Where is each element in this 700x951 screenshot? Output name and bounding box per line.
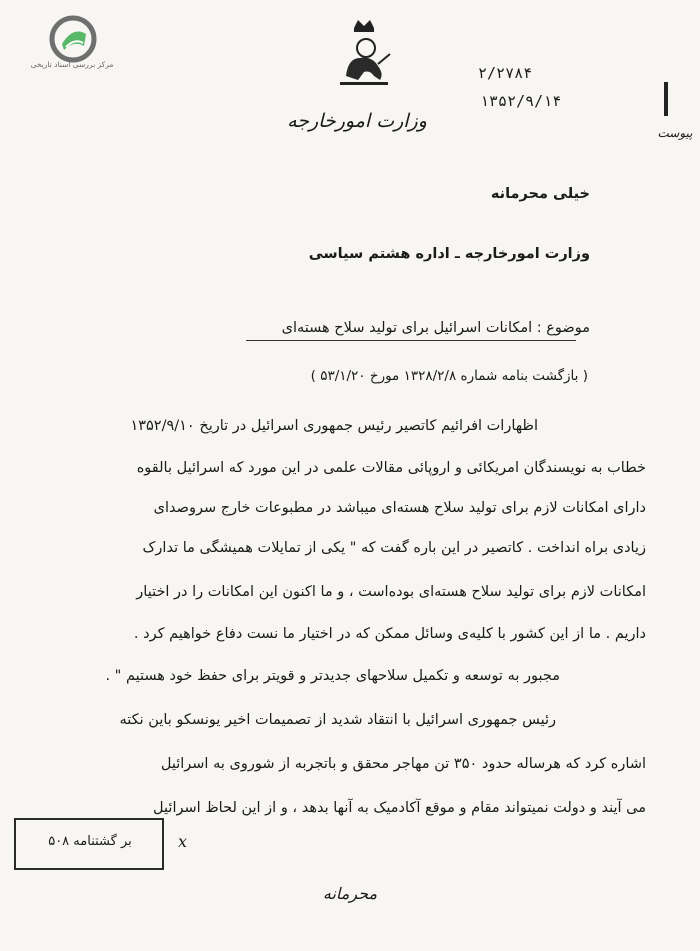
body-line: دارای امکانات لازم برای تولید سلاح هسته‌ای میباشد در مطبوعات خارج سروصدای	[153, 500, 646, 516]
body-line: زیادی براه انداخت . کاتصیر در این باره گفت که " یکی از تمایلات همیشگی ما تدارک	[142, 540, 646, 556]
footer-classification: محرمانه	[322, 884, 378, 903]
reference-line: ( بازگشت بنامه شماره ۱۳۲۸/۲/۸ مورخ ۵۳/۱/۲۰ )	[310, 368, 588, 384]
body-line: اشاره کرد که هرساله حدود ۳۵۰ تن مهاجر محقق و باتجربه از شوروی به اسرائیل	[160, 756, 646, 772]
ministry-letterhead: وزارت امورخارجه	[287, 110, 427, 132]
margin-bar	[664, 82, 668, 116]
archive-logo-text: مرکز بررسی اسناد تاریخی	[30, 60, 114, 69]
lion-and-sun-emblem-icon	[334, 18, 394, 92]
stamp-text: بر گشتنامه ۵۰۸	[48, 834, 132, 849]
classification-label: خیلی محرمانه	[490, 186, 590, 202]
side-mark: x	[178, 832, 188, 851]
body-line: رئیس جمهوری اسرائیل با انتقاد شدید از تصمیمات اخیر یونسکو باین نکته	[119, 712, 556, 728]
subject-line: موضوع : امکانات اسرائیل برای تولید سلاح هسته‌ای	[281, 320, 590, 336]
document-date: ۱۳۵۲/۹/۱۴	[480, 92, 562, 110]
recipient-line: وزارت امورخارجه ـ اداره هشتم سیاسی	[308, 246, 590, 262]
subject-underline	[246, 340, 576, 341]
margin-note: پیوست	[657, 126, 693, 140]
body-line: مجبور به توسعه و تکمیل سلاحهای جدیدتر و قویتر برای حفظ خود هستیم " .	[105, 668, 560, 684]
body-line: می آیند و دولت نمیتواند مقام و موقع آکادمیک به آنها بدهد ، و از این لحاظ اسرائیل	[153, 800, 646, 816]
archive-stamp	[14, 818, 164, 870]
document-number: ۲/۲۷۸۴	[478, 64, 533, 82]
body-line: امکانات لازم برای تولید سلاح هسته‌ای بوده‌است ، و ما اکنون این امکانات را در اختیار	[136, 584, 646, 600]
body-line: داریم . ما از این کشور با کلیه‌ی وسائل ممکن که در اختیار ما نست دفاع خواهیم کرد .	[133, 626, 646, 642]
body-line: اظهارات افرائیم کاتصیر رئیس جمهوری اسرائیل در تاریخ ۱۳۵۲/۹/۱۰	[130, 418, 538, 434]
archive-logo-icon	[48, 14, 98, 64]
body-line: خطاب به نویسندگان امریکائی و اروپائی مقالات علمی در این مورد که اسرائیل بالقوه	[136, 460, 646, 476]
